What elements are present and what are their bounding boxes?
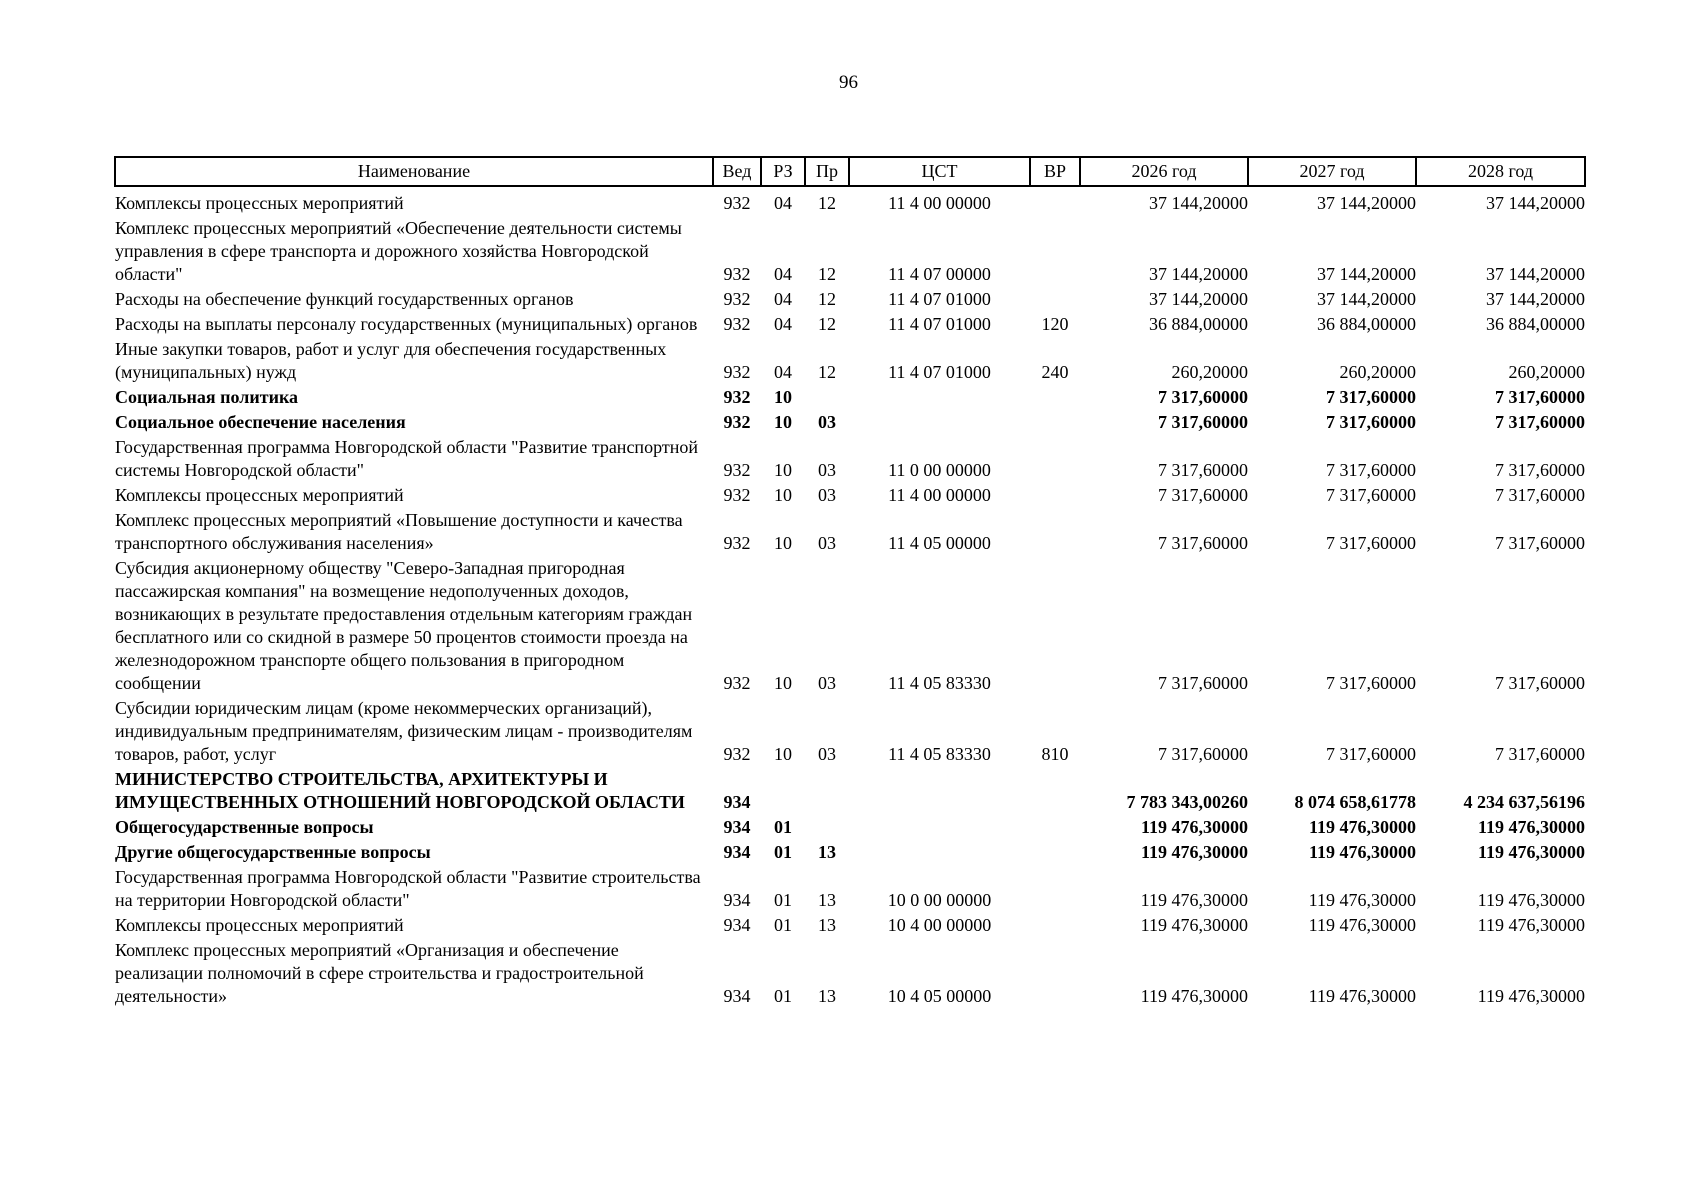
cell-ved: 934: [723, 890, 751, 910]
cell-cst: 11 4 00 00000: [888, 485, 991, 505]
cell-2027: 37 144,20000: [1317, 193, 1416, 213]
cell-cst: 11 4 07 00000: [888, 264, 991, 284]
cell-2027: 37 144,20000: [1317, 264, 1416, 284]
cell-2027: 119 476,30000: [1308, 915, 1416, 935]
cell-2026: 7 317,60000: [1158, 412, 1248, 432]
cell-ved: 932: [723, 673, 751, 693]
table-body: [115, 186, 1585, 1010]
table-row: [115, 288, 1585, 313]
cell-ved: 932: [723, 264, 751, 284]
cell-cst: 11 4 05 83330: [888, 673, 991, 693]
cell-cst: 11 4 07 01000: [888, 314, 991, 334]
cell-name: Иные закупки товаров, работ и услуг для обеспечения государственных (муниципальных) нужд: [115, 339, 667, 382]
cell-2028: 119 476,30000: [1477, 915, 1585, 935]
cell-rz: 04: [774, 193, 792, 213]
table-header-row: [115, 157, 1585, 186]
cell-2026: 119 476,30000: [1140, 915, 1248, 935]
cell-cst: 10 4 00 00000: [887, 915, 992, 935]
cell-rz: 01: [774, 986, 792, 1006]
cell-cst: [849, 768, 1030, 816]
cell-rz: 04: [774, 362, 792, 382]
cell-2027: 37 144,20000: [1317, 289, 1416, 309]
cell-2026: 37 144,20000: [1149, 193, 1248, 213]
cell-2028: 7 317,60000: [1495, 673, 1585, 693]
cell-name: Комплексы процессных мероприятий: [115, 193, 404, 213]
cell-rz: 04: [774, 264, 792, 284]
cell-vr: [1030, 557, 1080, 697]
cell-2027: 7 317,60000: [1326, 412, 1416, 432]
table-row: [115, 386, 1585, 411]
table-row: [115, 841, 1585, 866]
table-row: [115, 768, 1585, 816]
cell-cst: 10 4 05 00000: [887, 986, 992, 1006]
table-row: [115, 816, 1585, 841]
cell-2027: 36 884,00000: [1317, 314, 1416, 334]
table-row: [115, 217, 1585, 288]
cell-2026: 7 317,60000: [1158, 533, 1248, 553]
cell-rz: 01: [774, 842, 792, 862]
cell-rz: 01: [774, 890, 792, 910]
cell-2028: 119 476,30000: [1477, 890, 1585, 910]
cell-name: Государственная программа Новгородской области "Развитие транспортной системы Новгородской области": [115, 437, 698, 480]
cell-pr: 03: [818, 485, 836, 505]
cell-cst: 11 4 05 83330: [888, 744, 991, 764]
cell-ved: 932: [723, 460, 751, 480]
cell-2028: 7 317,60000: [1495, 533, 1585, 553]
cell-2026: 7 317,60000: [1158, 673, 1248, 693]
cell-vr: 240: [1041, 362, 1069, 382]
cell-vr: 810: [1041, 744, 1069, 764]
cell-vr: [1030, 436, 1080, 484]
cell-vr: [1030, 768, 1080, 816]
cell-vr: [1030, 186, 1080, 217]
cell-pr: 12: [818, 289, 836, 309]
cell-2028: 7 317,60000: [1495, 485, 1585, 505]
header-2027: 2027 год: [1248, 157, 1416, 186]
cell-name: Социальная политика: [115, 387, 299, 407]
header-rz: РЗ: [761, 157, 805, 186]
cell-pr: 12: [818, 193, 836, 213]
cell-pr: [805, 768, 849, 816]
cell-pr: 12: [818, 264, 836, 284]
cell-2027: 119 476,30000: [1308, 817, 1416, 837]
table-row: [115, 697, 1585, 768]
cell-rz: 04: [774, 314, 792, 334]
cell-name: Социальное обеспечение населения: [115, 412, 406, 432]
cell-2026: 7 317,60000: [1158, 460, 1248, 480]
cell-2028: 37 144,20000: [1486, 264, 1585, 284]
cell-name: Комплекс процессных мероприятий «Обеспечение деятельности системы управления в сфере транспорта и дорожного хозяйства Новгородской области": [115, 218, 682, 284]
cell-rz: 10: [774, 744, 792, 764]
cell-pr: 12: [818, 314, 836, 334]
cell-pr: 03: [818, 412, 836, 432]
table-row: [115, 939, 1585, 1010]
header-vr: ВР: [1030, 157, 1080, 186]
cell-name: Государственная программа Новгородской области "Развитие строительства на территории Новгородской области": [115, 867, 701, 910]
cell-cst: [849, 816, 1030, 841]
cell-vr: [1030, 288, 1080, 313]
cell-name: Субсидии юридическим лицам (кроме некоммерческих организаций), индивидуальным предпринимателям, физическим лицам - производителям товаров, работ, услуг: [115, 698, 693, 764]
cell-ved: 934: [723, 986, 751, 1006]
table-row: [115, 338, 1585, 386]
cell-ved: 932: [723, 362, 751, 382]
cell-name: Расходы на обеспечение функций государственных органов: [115, 289, 574, 309]
table-row: [115, 313, 1585, 338]
cell-pr: 13: [818, 842, 836, 862]
cell-pr: 03: [818, 460, 836, 480]
cell-2027: 7 317,60000: [1326, 387, 1416, 407]
cell-ved: 932: [723, 387, 751, 407]
cell-2026: 37 144,20000: [1149, 289, 1248, 309]
cell-2027: 7 317,60000: [1326, 744, 1416, 764]
cell-name: Комплекс процессных мероприятий «Повышение доступности и качества транспортного обслуживания населения»: [115, 510, 683, 553]
cell-ved: 934: [723, 842, 751, 862]
cell-ved: 934: [723, 817, 751, 837]
cell-rz: 04: [774, 289, 792, 309]
cell-vr: [1030, 866, 1080, 914]
table-row: [115, 914, 1585, 939]
table-row: [115, 186, 1585, 217]
cell-pr: [805, 386, 849, 411]
cell-name: Комплексы процессных мероприятий: [115, 485, 404, 505]
cell-vr: [1030, 509, 1080, 557]
cell-pr: 03: [818, 533, 836, 553]
cell-rz: 01: [774, 817, 792, 837]
cell-2026: 119 476,30000: [1140, 986, 1248, 1006]
cell-vr: [1030, 816, 1080, 841]
page-number: 96: [839, 72, 858, 93]
cell-2026: 7 317,60000: [1158, 485, 1248, 505]
cell-cst: 10 0 00 00000: [887, 890, 992, 910]
cell-pr: 03: [818, 744, 836, 764]
cell-2028: 7 317,60000: [1495, 412, 1585, 432]
table-row: [115, 411, 1585, 436]
cell-cst: 11 4 07 01000: [888, 362, 991, 382]
cell-2028: 7 317,60000: [1495, 460, 1585, 480]
cell-ved: 934: [723, 792, 751, 812]
cell-rz: 01: [774, 915, 792, 935]
cell-2028: 37 144,20000: [1486, 289, 1585, 309]
cell-pr: 12: [818, 362, 836, 382]
cell-2028: 7 317,60000: [1495, 387, 1585, 407]
cell-2026: 119 476,30000: [1140, 890, 1248, 910]
cell-2028: 7 317,60000: [1495, 744, 1585, 764]
cell-cst: [849, 411, 1030, 436]
cell-2028: 119 476,30000: [1477, 817, 1585, 837]
cell-cst: 11 0 00 00000: [888, 460, 991, 480]
cell-2027: 260,20000: [1339, 362, 1416, 382]
cell-ved: 934: [723, 915, 751, 935]
cell-2028: 36 884,00000: [1486, 314, 1585, 334]
table-row: [115, 484, 1585, 509]
cell-2026: 119 476,30000: [1140, 817, 1248, 837]
cell-2028: 119 476,30000: [1477, 986, 1585, 1006]
cell-vr: [1030, 411, 1080, 436]
cell-2027: 7 317,60000: [1326, 460, 1416, 480]
cell-cst: [849, 841, 1030, 866]
cell-2028: 119 476,30000: [1477, 842, 1585, 862]
cell-ved: 932: [723, 533, 751, 553]
cell-ved: 932: [723, 412, 751, 432]
cell-2026: 7 783 343,00260: [1126, 792, 1248, 812]
cell-ved: 932: [723, 744, 751, 764]
cell-name: Комплекс процессных мероприятий «Организация и обеспечение реализации полномочий в сфере строительства и градостроительной деятельности»: [115, 940, 644, 1006]
cell-2026: 260,20000: [1171, 362, 1248, 382]
table-row: [115, 509, 1585, 557]
cell-2028: 37 144,20000: [1486, 193, 1585, 213]
cell-2027: 7 317,60000: [1326, 673, 1416, 693]
cell-ved: 932: [723, 193, 751, 213]
cell-rz: 10: [774, 460, 792, 480]
cell-rz: 10: [774, 673, 792, 693]
cell-rz: 10: [774, 412, 792, 432]
cell-2028: 4 234 637,56196: [1463, 792, 1585, 812]
budget-table: [114, 156, 1586, 1010]
cell-2027: 7 317,60000: [1326, 485, 1416, 505]
cell-cst: 11 4 07 01000: [888, 289, 991, 309]
cell-name: Субсидия акционерному обществу "Северо-Западная пригородная пассажирская компания" на возмещение недополученных доходов, возникающих в результате предоставления отдельным категориям граждан бесплатного или со скидной в размере 50 процентов стоимости проезда на железнодорожном транспорте общего пользования в пригородном сообщении: [115, 558, 693, 693]
cell-ved: 932: [723, 485, 751, 505]
cell-vr: [1030, 217, 1080, 288]
cell-vr: [1030, 939, 1080, 1010]
cell-pr: 13: [818, 890, 836, 910]
cell-ved: 932: [723, 289, 751, 309]
header-pr: Пр: [805, 157, 849, 186]
header-name: Наименование: [115, 157, 713, 186]
table-row: [115, 436, 1585, 484]
cell-2026: 7 317,60000: [1158, 387, 1248, 407]
cell-2027: 119 476,30000: [1308, 842, 1416, 862]
cell-vr: [1030, 841, 1080, 866]
cell-2027: 8 074 658,61778: [1294, 792, 1416, 812]
cell-name: Комплексы процессных мероприятий: [115, 915, 404, 935]
table-row: [115, 866, 1585, 914]
cell-cst: [849, 386, 1030, 411]
cell-2027: 119 476,30000: [1308, 986, 1416, 1006]
cell-cst: 11 4 00 00000: [888, 193, 991, 213]
cell-2027: 119 476,30000: [1308, 890, 1416, 910]
cell-name: Другие общегосударственные вопросы: [115, 842, 431, 862]
cell-rz: 10: [774, 533, 792, 553]
cell-2026: 36 884,00000: [1149, 314, 1248, 334]
header-2028: 2028 год: [1416, 157, 1585, 186]
table-row: [115, 557, 1585, 697]
cell-pr: 13: [818, 915, 836, 935]
cell-ved: 932: [723, 314, 751, 334]
cell-rz: 10: [774, 387, 792, 407]
cell-name: Общегосударственные вопросы: [115, 817, 374, 837]
cell-cst: 11 4 05 00000: [888, 533, 991, 553]
cell-rz: [761, 768, 805, 816]
cell-vr: [1030, 914, 1080, 939]
cell-vr: [1030, 386, 1080, 411]
cell-vr: 120: [1041, 314, 1069, 334]
header-2026: 2026 год: [1080, 157, 1248, 186]
cell-vr: [1030, 484, 1080, 509]
cell-2026: 119 476,30000: [1140, 842, 1248, 862]
cell-2026: 7 317,60000: [1158, 744, 1248, 764]
cell-rz: 10: [774, 485, 792, 505]
cell-2028: 260,20000: [1508, 362, 1585, 382]
cell-pr: 03: [818, 673, 836, 693]
header-cst: ЦСТ: [849, 157, 1030, 186]
cell-2026: 37 144,20000: [1149, 264, 1248, 284]
cell-pr: [805, 816, 849, 841]
cell-pr: 13: [818, 986, 836, 1006]
header-ved: Вед: [713, 157, 761, 186]
cell-name: Расходы на выплаты персоналу государственных (муниципальных) органов: [115, 314, 698, 334]
cell-2027: 7 317,60000: [1326, 533, 1416, 553]
cell-name: МИНИСТЕРСТВО СТРОИТЕЛЬСТВА, АРХИТЕКТУРЫ И ИМУЩЕСТВЕННЫХ ОТНОШЕНИЙ НОВГОРОДСКОЙ ОБЛАСТИ: [115, 769, 685, 812]
